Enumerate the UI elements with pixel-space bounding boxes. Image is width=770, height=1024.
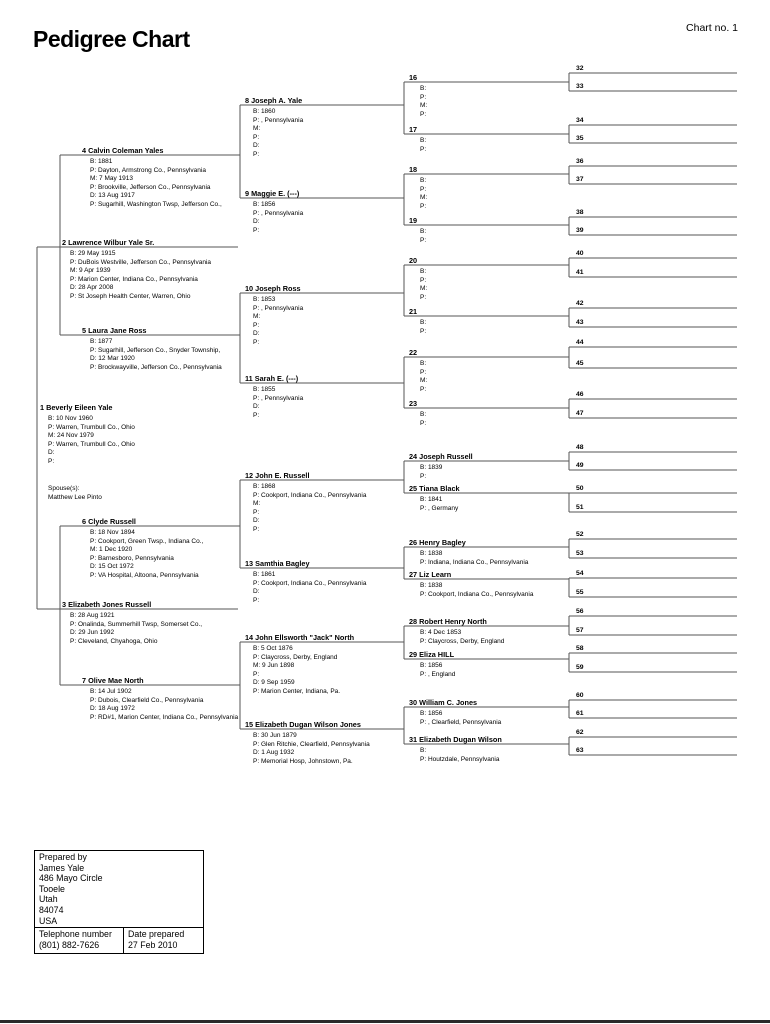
detail-line: B: 14 Jul 1902: [90, 688, 132, 695]
detail-line: P: Onalinda, Summerhill Twsp, Somerset Co.,: [70, 620, 203, 628]
person-30-name: [409, 698, 477, 707]
person-16-details: [420, 85, 427, 119]
person-9-details: [253, 201, 303, 235]
detail-line: P: , Germany: [420, 504, 459, 512]
prepared-by-bottom-row: [35, 927, 203, 953]
detail-line: M: 9 Apr 1939: [70, 267, 111, 275]
detail-line: D: 9 Sep 1959: [253, 679, 295, 687]
person-15-details: [253, 732, 370, 766]
person-26-name-text: Henry Bagley: [419, 538, 466, 547]
ancestor-number-59: 59: [576, 664, 584, 671]
person-30-details: [420, 710, 501, 727]
ancestor-number-42: 42: [576, 300, 584, 307]
preparer-state: Utah: [39, 894, 58, 905]
detail-line: M:: [420, 377, 428, 385]
person-14-name: [245, 633, 354, 642]
person-26-details: [420, 550, 528, 567]
person-24-details: [420, 464, 442, 481]
person-25-name: [409, 484, 460, 493]
ancestor-number-38: 38: [576, 209, 584, 216]
detail-line: P: , England: [420, 670, 456, 678]
detail-line: P:: [420, 110, 427, 118]
page-bottom-edge: [0, 1020, 770, 1023]
preparer-street: 486 Mayo Circle: [39, 873, 103, 884]
person-4-name: [82, 146, 163, 155]
page-title: Pedigree Chart: [33, 26, 190, 52]
detail-line: M:: [420, 194, 428, 202]
person-5-details: [90, 338, 222, 372]
person-28-name: [409, 617, 487, 626]
ancestor-number-39: 39: [576, 227, 584, 234]
person-17-details: [420, 137, 426, 154]
person-4-number: 4: [82, 146, 87, 155]
person-3-name: [62, 600, 151, 609]
detail-line: P:: [253, 525, 260, 533]
person-31-details: [420, 747, 500, 764]
person-28-number: 28: [409, 617, 418, 626]
ancestor-number-35: 35: [576, 135, 584, 142]
detail-line: P: Dubois, Clearfield Co., Pennsylvania: [90, 696, 204, 704]
detail-line: P:: [420, 385, 427, 393]
detail-line: P:: [420, 419, 427, 427]
person-1-name: [40, 403, 113, 412]
detail-line: P: Sugarhill, Jefferson Co., Snyder Township,: [90, 346, 221, 354]
detail-line: P:: [253, 670, 260, 678]
preparer-address: [35, 851, 203, 927]
detail-line: B: 5 Oct 1876: [253, 645, 293, 652]
detail-line: D: 29 Jun 1992: [70, 629, 115, 637]
person-29-number: 29: [409, 650, 418, 659]
detail-line: P: Brookville, Jefferson Co., Pennsylvania: [90, 183, 211, 191]
ancestor-number-62: 62: [576, 729, 584, 736]
person-5-name: [82, 326, 147, 335]
person-13-name: [245, 559, 310, 568]
person-31-number: 31: [409, 735, 418, 744]
detail-line: B:: [420, 177, 427, 184]
person-23-name: [409, 399, 417, 408]
detail-line: M: 24 Nov 1979: [48, 432, 94, 440]
preparer-name: James Yale: [39, 862, 85, 873]
person-4-name-text: Calvin Coleman Yales: [88, 146, 164, 155]
person-8-details: [253, 108, 303, 160]
detail-line: P:: [253, 338, 260, 346]
detail-line: M: 1 Dec 1920: [90, 546, 133, 554]
detail-line: D: 15 Oct 1972: [90, 563, 134, 571]
person-8-number: 8: [245, 96, 250, 105]
spouse-name: Matthew Lee Pinto: [48, 494, 102, 501]
detail-line: D: 28 Apr 2008: [70, 284, 114, 292]
ancestor-number-52: 52: [576, 531, 584, 538]
detail-line: P: Houtzdale, Pennsylvania: [420, 755, 500, 763]
person-23-number: 23: [409, 399, 418, 408]
preparer-city: Tooele: [39, 883, 65, 894]
person-22-number: 22: [409, 348, 418, 357]
ancestor-number-36: 36: [576, 158, 584, 165]
person-10-details: [253, 296, 303, 348]
detail-line: P:: [420, 185, 427, 193]
detail-line: B: 18 Nov 1894: [90, 529, 135, 536]
detail-line: P:: [420, 202, 427, 210]
detail-line: D:: [48, 449, 55, 457]
detail-line: D:: [253, 330, 260, 338]
person-14-details: [253, 645, 340, 697]
date-prepared-label: Date prepared: [128, 929, 185, 940]
person-30-name-text: William C. Jones: [419, 698, 478, 707]
detail-line: P:: [420, 472, 427, 480]
detail-line: B: 28 Aug 1921: [70, 612, 115, 619]
person-19-name: [409, 216, 417, 225]
person-20-number: 20: [409, 256, 418, 265]
person-27-details: [420, 582, 533, 599]
detail-line: B: 4 Dec 1853: [420, 629, 462, 636]
person-1-spouse-block: [48, 484, 102, 502]
detail-line: P: Barnesboro, Pennsylvania: [90, 554, 174, 562]
person-24-name-text: Joseph Russell: [419, 452, 473, 461]
detail-line: P: DuBois Westville, Jefferson Co., Pennsylvania: [70, 258, 212, 266]
person-31-name: [409, 735, 502, 744]
detail-line: D: 12 Mar 1920: [90, 355, 135, 363]
person-11-name-text: Sarah E. (---): [254, 374, 299, 383]
detail-line: P: Claycross, Derby, England: [420, 637, 505, 645]
person-27-name-text: Liz Learn: [419, 570, 452, 579]
detail-line: P:: [253, 596, 260, 604]
detail-line: P: , Pennsylvania: [253, 209, 304, 217]
detail-line: P: Indiana, Indiana Co., Pennsylvania: [420, 558, 529, 566]
detail-line: P:: [253, 508, 260, 516]
detail-line: P: Cookport, Indiana Co., Pennsylvania: [253, 491, 367, 499]
detail-line: B:: [420, 85, 427, 92]
detail-line: B: 1877: [90, 338, 113, 345]
detail-line: B: 1838: [420, 550, 443, 557]
detail-line: B: 1855: [253, 386, 276, 393]
person-1-number: 1: [40, 403, 45, 412]
detail-line: P:: [48, 457, 55, 465]
person-21-details: [420, 319, 426, 336]
person-6-number: 6: [82, 517, 87, 526]
person-15-name: [245, 720, 361, 729]
detail-line: M: 9 Jun 1898: [253, 662, 295, 670]
person-1-details: [48, 415, 135, 467]
detail-line: B:: [420, 411, 427, 418]
spouse-label: Spouse(s):: [48, 485, 80, 492]
detail-line: B:: [420, 137, 427, 144]
person-23-details: [420, 411, 426, 428]
detail-line: D: 13 Aug 1917: [90, 192, 135, 200]
ancestor-number-41: 41: [576, 269, 584, 276]
preparer-country: USA: [39, 915, 58, 926]
person-8-name-text: Joseph A. Yale: [251, 96, 303, 105]
person-2-details: [70, 250, 211, 302]
detail-line: D:: [253, 588, 260, 596]
person-20-details: [420, 268, 427, 302]
detail-line: P: Claycross, Derby, England: [253, 653, 338, 661]
person-14-name-text: John Ellsworth "Jack" North: [255, 633, 355, 642]
person-8-name: [245, 96, 302, 105]
detail-line: B: 1838: [420, 582, 443, 589]
ancestor-number-34: 34: [576, 117, 584, 124]
person-26-name: [409, 538, 466, 547]
person-24-name: [409, 452, 473, 461]
person-7-number: 7: [82, 676, 87, 685]
person-10-number: 10: [245, 284, 254, 293]
detail-line: B:: [420, 268, 427, 275]
person-27-name: [409, 570, 451, 579]
date-prepared-value: 27 Feb 2010: [128, 939, 178, 950]
ancestor-number-57: 57: [576, 627, 584, 634]
detail-line: B: 10 Nov 1960: [48, 415, 93, 422]
detail-line: D: 18 Aug 1972: [90, 705, 135, 713]
detail-line: M:: [253, 313, 261, 321]
person-2-name: [62, 238, 154, 247]
person-21-name: [409, 307, 417, 316]
detail-line: D:: [253, 403, 260, 411]
person-29-name: [409, 650, 454, 659]
detail-line: P: VA Hospital, Altoona, Pennsylvania: [90, 571, 199, 579]
chart-number: Chart no. 1: [686, 22, 738, 34]
person-4-details: [90, 158, 222, 210]
preparer-zip: 84074: [39, 904, 64, 915]
person-24-number: 24: [409, 452, 418, 461]
detail-line: P: , Pennsylvania: [253, 116, 304, 124]
detail-line: P: Warren, Trumbull Co., Ohio: [48, 440, 135, 448]
person-11-name: [245, 374, 298, 383]
detail-line: P:: [420, 368, 427, 376]
ancestor-number-37: 37: [576, 176, 584, 183]
detail-line: D:: [253, 517, 260, 525]
detail-line: P:: [420, 276, 427, 284]
detail-line: P:: [420, 293, 427, 301]
ancestor-number-61: 61: [576, 710, 584, 717]
ancestor-number-44: 44: [576, 339, 584, 346]
telephone-label: Telephone number: [39, 929, 112, 940]
ancestor-number-60: 60: [576, 692, 584, 699]
person-29-name-text: Eliza HILL: [419, 650, 455, 659]
person-9-name-text: Maggie E. (---): [251, 189, 300, 198]
person-2-name-text: Lawrence Wilbur Yale Sr.: [68, 238, 155, 247]
person-16-name: [409, 73, 417, 82]
person-31-name-text: Elizabeth Dugan Wilson: [419, 735, 502, 744]
detail-line: B: 1841: [420, 496, 443, 503]
detail-line: B:: [420, 319, 427, 326]
person-6-name-text: Clyde Russell: [88, 517, 136, 526]
detail-line: P: Cookport, Green Twsp., Indiana Co.,: [90, 537, 204, 545]
detail-line: P:: [253, 321, 260, 329]
detail-line: B:: [420, 228, 427, 235]
detail-line: B: 1856: [253, 201, 276, 208]
detail-line: P:: [253, 226, 260, 234]
detail-line: P: Glen Ritchie, Clearfield, Pennsylvania: [253, 740, 370, 748]
ancestor-number-53: 53: [576, 550, 584, 557]
person-22-details: [420, 360, 427, 394]
detail-line: B:: [420, 360, 427, 367]
ancestor-number-55: 55: [576, 589, 584, 596]
person-13-details: [253, 571, 366, 605]
detail-line: B: 1839: [420, 464, 443, 471]
detail-line: P: Dayton, Armstrong Co., Pennsylvania: [90, 166, 206, 174]
detail-line: P: RD#1, Marion Center, Indiana Co., Pennsylvania: [90, 713, 239, 721]
detail-line: P: , Pennsylvania: [253, 304, 304, 312]
detail-line: P: Cleveland, Chyahoga, Ohio: [70, 637, 158, 645]
prepared-by-label: Prepared by: [39, 852, 87, 862]
ancestor-number-40: 40: [576, 250, 584, 257]
detail-line: D:: [253, 218, 260, 226]
detail-line: P: Memorial Hosp, Johnstown, Pa.: [253, 757, 353, 765]
person-3-details: [70, 612, 202, 646]
person-14-number: 14: [245, 633, 254, 642]
detail-line: P: Brockwayville, Jefferson Co., Pennsylvania: [90, 363, 222, 371]
person-12-details: [253, 483, 366, 535]
detail-line: P: , Pennsylvania: [253, 394, 304, 402]
detail-line: B: 30 Jun 1879: [253, 732, 297, 739]
person-25-name-text: Tiana Black: [419, 484, 460, 493]
detail-line: P:: [253, 133, 260, 141]
person-19-details: [420, 228, 426, 245]
person-27-number: 27: [409, 570, 418, 579]
person-9-name: [245, 189, 299, 198]
detail-line: D:: [253, 142, 260, 150]
person-3-number: 3: [62, 600, 67, 609]
detail-line: P:: [420, 93, 427, 101]
telephone-value: (801) 882-7626: [39, 939, 100, 950]
person-29-details: [420, 662, 455, 679]
person-11-details: [253, 386, 303, 420]
person-7-details: [90, 688, 238, 722]
detail-line: B: 1853: [253, 296, 276, 303]
detail-line: D: 1 Aug 1932: [253, 749, 295, 757]
person-15-number: 15: [245, 720, 254, 729]
person-19-number: 19: [409, 216, 418, 225]
ancestor-number-48: 48: [576, 444, 584, 451]
detail-line: M:: [253, 125, 261, 133]
person-9-number: 9: [245, 189, 250, 198]
detail-line: B: 1856: [420, 662, 443, 669]
detail-line: P:: [420, 236, 427, 244]
detail-line: M: 7 May 1913: [90, 175, 133, 183]
detail-line: M:: [420, 102, 428, 110]
ancestor-number-45: 45: [576, 360, 584, 367]
person-1-name-text: Beverly Eileen Yale: [46, 403, 113, 412]
detail-line: B: 29 May 1915: [70, 250, 116, 257]
ancestor-number-54: 54: [576, 570, 584, 577]
person-21-number: 21: [409, 307, 418, 316]
detail-line: P: Warren, Trumbull Co., Ohio: [48, 423, 135, 431]
person-28-name-text: Robert Henry North: [419, 617, 487, 626]
date-prepared-cell: [124, 928, 203, 953]
prepared-by-box: [34, 850, 204, 954]
detail-line: P: , Clearfield, Pennsylvania: [420, 718, 502, 726]
person-10-name: [245, 284, 301, 293]
person-20-name: [409, 256, 417, 265]
person-17-name: [409, 125, 417, 134]
ancestor-number-49: 49: [576, 462, 584, 469]
detail-line: B: 1856: [420, 710, 443, 717]
ancestor-number-51: 51: [576, 504, 584, 511]
detail-line: P:: [420, 145, 427, 153]
person-12-name: [245, 471, 310, 480]
ancestor-number-46: 46: [576, 391, 584, 398]
person-28-details: [420, 629, 504, 646]
detail-line: P:: [420, 327, 427, 335]
detail-line: M:: [420, 285, 428, 293]
detail-line: B: 1861: [253, 571, 276, 578]
detail-line: P: Marion Center, Indiana, Pa.: [253, 687, 341, 695]
ancestor-number-58: 58: [576, 645, 584, 652]
detail-line: P: St Joseph Health Center, Warren, Ohio: [70, 292, 191, 300]
person-15-name-text: Elizabeth Dugan Wilson Jones: [255, 720, 361, 729]
person-12-number: 12: [245, 471, 254, 480]
detail-line: P:: [253, 150, 260, 158]
person-10-name-text: Joseph Ross: [255, 284, 301, 293]
detail-line: B: 1860: [253, 108, 276, 115]
detail-line: P: Cookport, Indiana Co., Pennsylvania: [253, 579, 367, 587]
person-6-name: [82, 517, 136, 526]
detail-line: B: 1868: [253, 483, 276, 490]
person-25-number: 25: [409, 484, 418, 493]
detail-line: P:: [253, 411, 260, 419]
ancestor-number-32: 32: [576, 65, 584, 72]
ancestor-number-47: 47: [576, 410, 584, 417]
person-13-number: 13: [245, 559, 254, 568]
person-7-name-text: Olive Mae North: [88, 676, 144, 685]
person-7-name: [82, 676, 144, 685]
person-13-name-text: Samthia Bagley: [255, 559, 310, 568]
person-18-number: 18: [409, 165, 418, 174]
detail-line: P: Cookport, Indiana Co., Pennsylvania: [420, 590, 534, 598]
person-17-number: 17: [409, 125, 418, 134]
person-12-name-text: John E. Russell: [255, 471, 310, 480]
person-16-number: 16: [409, 73, 418, 82]
person-2-number: 2: [62, 238, 67, 247]
telephone-cell: [35, 928, 124, 953]
person-6-details: [90, 529, 203, 581]
person-5-name-text: Laura Jane Ross: [88, 326, 147, 335]
ancestor-number-33: 33: [576, 83, 584, 90]
detail-line: B:: [420, 747, 427, 754]
detail-line: P: Sugarhill, Washington Twsp, Jefferson Co.,: [90, 200, 222, 208]
detail-line: B: 1881: [90, 158, 113, 165]
ancestor-number-43: 43: [576, 319, 584, 326]
person-18-details: [420, 177, 427, 211]
ancestor-number-63: 63: [576, 747, 584, 754]
ancestor-number-56: 56: [576, 608, 584, 615]
detail-line: P: Marion Center, Indiana Co., Pennsylvania: [70, 275, 198, 283]
person-3-name-text: Elizabeth Jones Russell: [68, 600, 152, 609]
person-22-name: [409, 348, 417, 357]
ancestor-number-50: 50: [576, 485, 584, 492]
person-30-number: 30: [409, 698, 418, 707]
person-5-number: 5: [82, 326, 87, 335]
person-26-number: 26: [409, 538, 418, 547]
person-11-number: 11: [245, 374, 253, 383]
person-18-name: [409, 165, 417, 174]
person-25-details: [420, 496, 458, 513]
detail-line: M:: [253, 500, 261, 508]
